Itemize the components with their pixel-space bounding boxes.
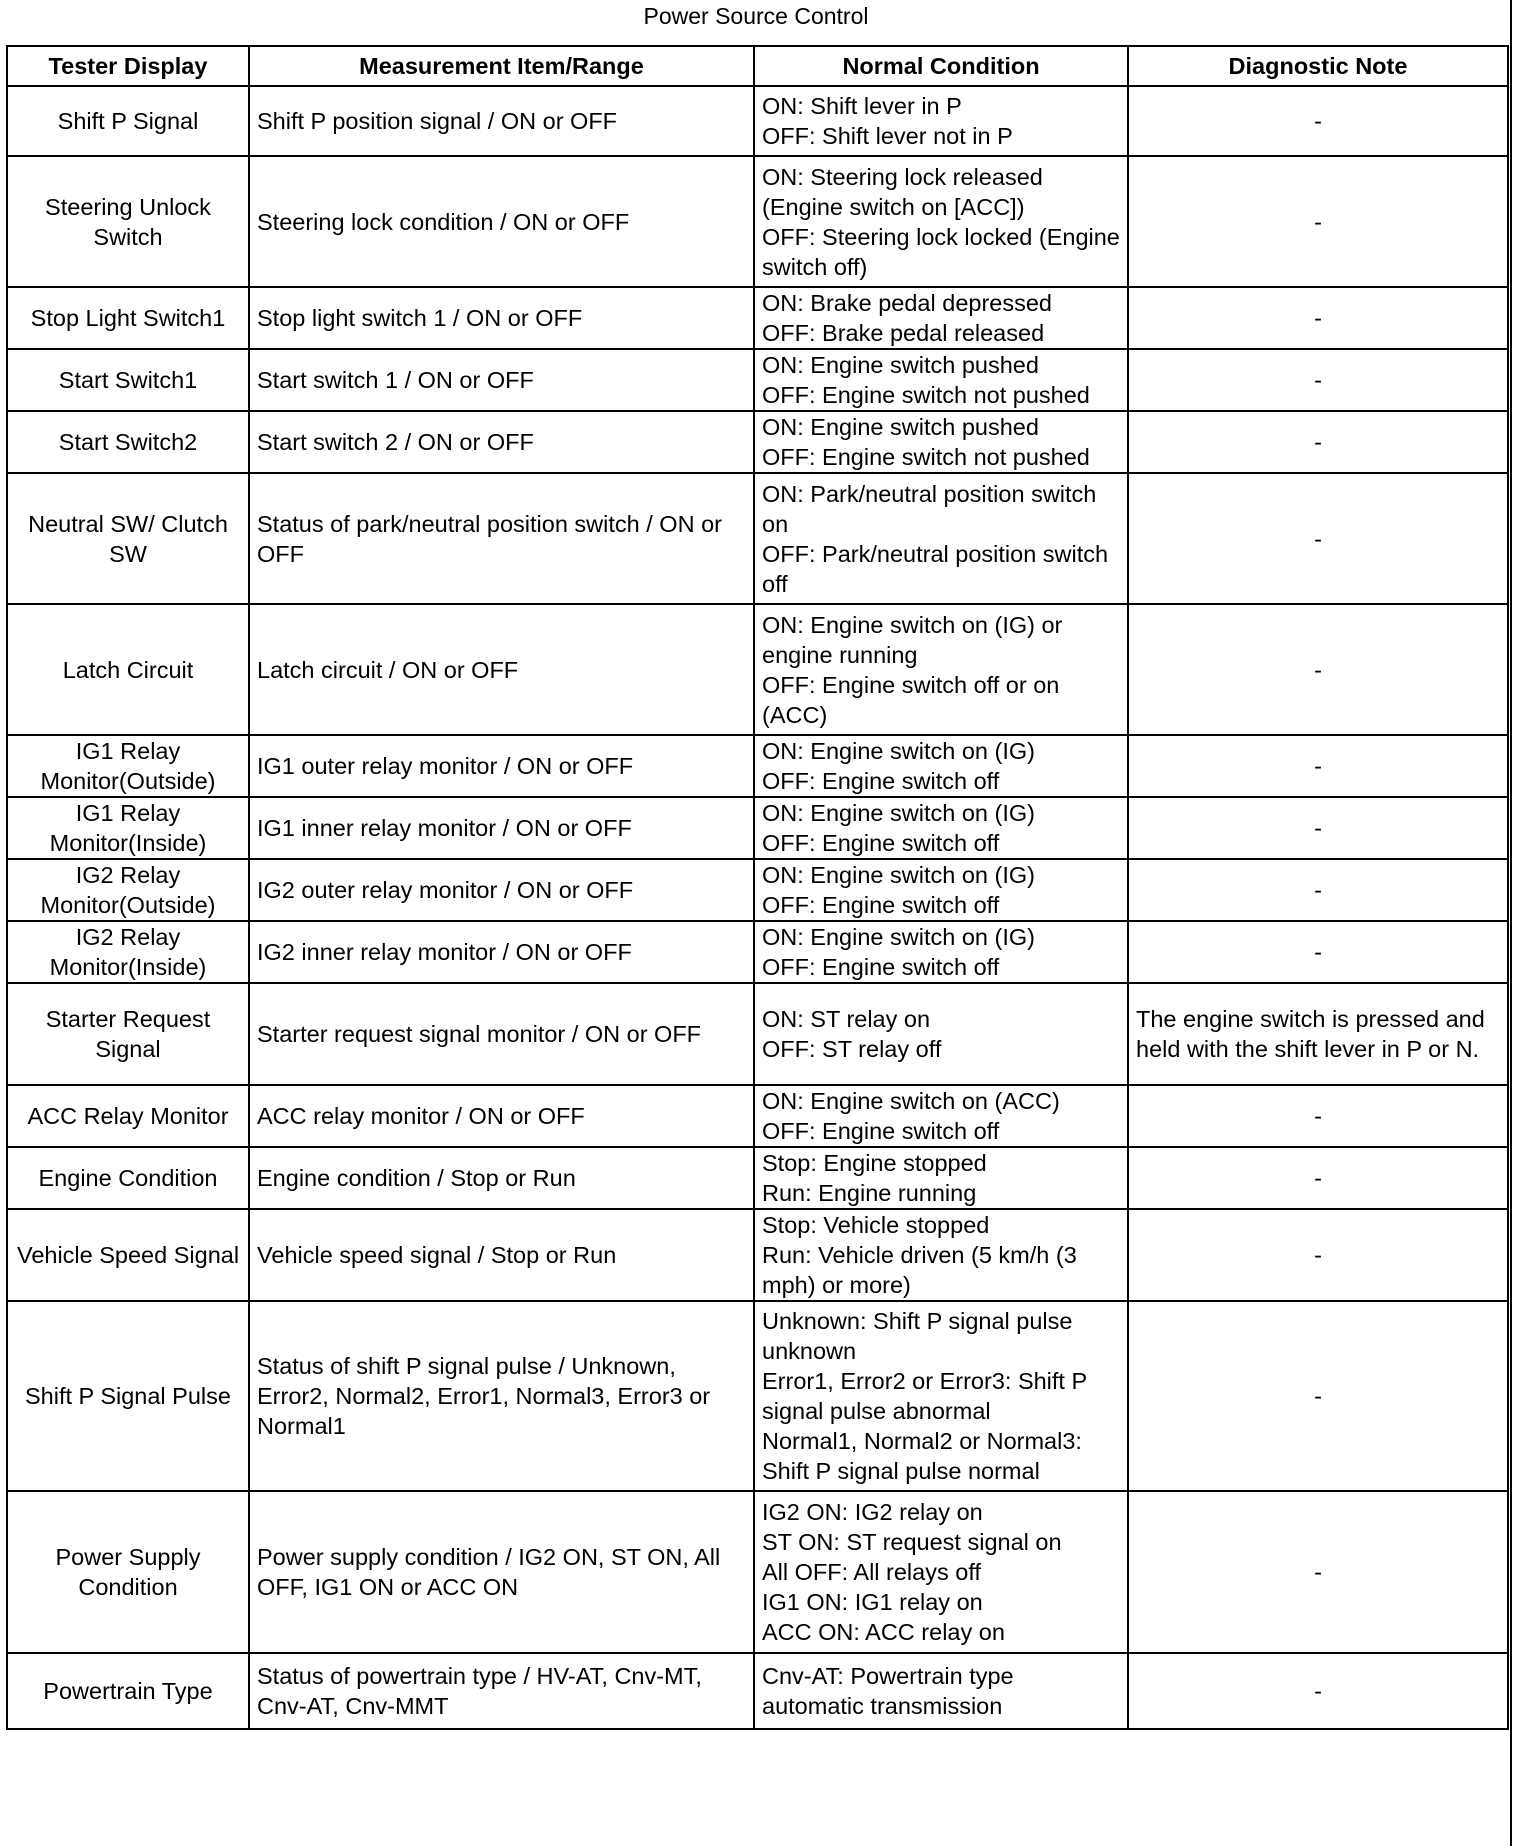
- normal-condition-cell: [754, 1085, 1128, 1147]
- normal-condition-line: ON: Engine switch on (IG): [762, 800, 1035, 826]
- normal-condition-line: All OFF: All relays off: [762, 1559, 981, 1585]
- measurement-item-cell: Latch circuit / ON or OFF: [249, 604, 754, 735]
- normal-condition-line: ON: Engine switch on (IG) or engine running: [762, 611, 1063, 668]
- tester-display-cell: Start Switch2: [7, 411, 249, 473]
- table-row: [7, 349, 1508, 411]
- diagnostic-note-cell: -: [1128, 921, 1508, 983]
- normal-condition-line: OFF: Engine switch off: [762, 768, 1000, 794]
- measurement-item-cell: Status of park/neutral position switch / ON or OFF: [249, 473, 754, 604]
- tester-display-cell: Starter Request Signal: [7, 983, 249, 1085]
- normal-condition-line: OFF: Engine switch not pushed: [762, 444, 1090, 470]
- page-right-border: [1510, 0, 1512, 1846]
- table-row: [7, 156, 1508, 287]
- tester-display-cell: Engine Condition: [7, 1147, 249, 1209]
- table-row: [7, 473, 1508, 604]
- normal-condition-line: OFF: Engine switch off: [762, 954, 1000, 980]
- measurement-item-cell: IG2 outer relay monitor / ON or OFF: [249, 859, 754, 921]
- normal-condition-line: OFF: Shift lever not in P: [762, 123, 1013, 149]
- measurement-item-cell: Starter request signal monitor / ON or OFF: [249, 983, 754, 1085]
- tester-display-cell: Powertrain Type: [7, 1653, 249, 1729]
- measurement-item-cell: Status of shift P signal pulse / Unknown, Error2, Normal2, Error1, Normal3, Error3 or Normal1: [249, 1301, 754, 1491]
- normal-condition-line: Run: Engine running: [762, 1180, 977, 1206]
- normal-condition-line: OFF: Engine switch off or on (ACC): [762, 671, 1060, 728]
- header-normal-condition: Normal Condition: [754, 46, 1128, 86]
- normal-condition-line: ON: Engine switch on (IG): [762, 738, 1035, 764]
- table-row: [7, 921, 1508, 983]
- tester-display-cell: Stop Light Switch1: [7, 287, 249, 349]
- normal-condition-cell: [754, 349, 1128, 411]
- diagnostic-note-cell: -: [1128, 156, 1508, 287]
- normal-condition-cell: [754, 983, 1128, 1085]
- normal-condition-line: OFF: Engine switch not pushed: [762, 382, 1090, 408]
- diagnostic-note-cell: -: [1128, 1085, 1508, 1147]
- measurement-item-cell: Start switch 2 / ON or OFF: [249, 411, 754, 473]
- normal-condition-cell: [754, 797, 1128, 859]
- diagnostic-note-cell: -: [1128, 604, 1508, 735]
- measurement-item-cell: Power supply condition / IG2 ON, ST ON, All OFF, IG1 ON or ACC ON: [249, 1491, 754, 1653]
- diagnostic-note-cell: -: [1128, 411, 1508, 473]
- table-row: [7, 1301, 1508, 1491]
- normal-condition-line: Stop: Engine stopped: [762, 1150, 987, 1176]
- diagnostic-note-cell: -: [1128, 473, 1508, 604]
- normal-condition-line: Error1, Error2 or Error3: Shift P signal pulse abnormal: [762, 1368, 1087, 1424]
- diagnostic-note-cell: -: [1128, 1491, 1508, 1653]
- table-row: [7, 797, 1508, 859]
- measurement-item-cell: ACC relay monitor / ON or OFF: [249, 1085, 754, 1147]
- tester-display-cell: Neutral SW/ Clutch SW: [7, 473, 249, 604]
- diagnostic-note-cell: -: [1128, 1301, 1508, 1491]
- normal-condition-line: Run: Vehicle driven (5 km/h (3 mph) or more): [762, 1242, 1077, 1298]
- table-row: [7, 735, 1508, 797]
- table-body: [7, 86, 1508, 1729]
- normal-condition-line: ON: Park/neutral position switch on: [762, 480, 1097, 537]
- tester-display-cell: Start Switch1: [7, 349, 249, 411]
- normal-condition-line: ON: Steering lock released (Engine switch on [ACC]): [762, 163, 1043, 220]
- tester-display-cell: Latch Circuit: [7, 604, 249, 735]
- normal-condition-cell: [754, 473, 1128, 604]
- normal-condition-line: OFF: Brake pedal released: [762, 320, 1045, 346]
- normal-condition-line: OFF: Engine switch off: [762, 830, 1000, 856]
- measurement-item-cell: Start switch 1 / ON or OFF: [249, 349, 754, 411]
- normal-condition-line: Unknown: Shift P signal pulse unknown: [762, 1308, 1073, 1364]
- page-title: Power Source Control: [643, 3, 869, 29]
- normal-condition-line: OFF: Park/neutral position switch off: [762, 540, 1109, 597]
- normal-condition-cell: [754, 1491, 1128, 1653]
- table-row: [7, 1491, 1508, 1653]
- diagnostic-note-cell: -: [1128, 1653, 1508, 1729]
- measurement-item-cell: Stop light switch 1 / ON or OFF: [249, 287, 754, 349]
- normal-condition-line: OFF: ST relay off: [762, 1036, 942, 1062]
- measurement-item-cell: Engine condition / Stop or Run: [249, 1147, 754, 1209]
- normal-condition-cell: [754, 1209, 1128, 1301]
- normal-condition-line: ON: Engine switch on (IG): [762, 924, 1035, 950]
- diagnostic-note-cell: -: [1128, 797, 1508, 859]
- table-row: [7, 1085, 1508, 1147]
- tester-display-cell: Shift P Signal: [7, 86, 249, 156]
- tester-display-cell: IG1 Relay Monitor(Inside): [7, 797, 249, 859]
- normal-condition-line: ON: Engine switch on (ACC): [762, 1088, 1060, 1114]
- header-tester-display: Tester Display: [7, 46, 249, 86]
- tester-display-cell: Shift P Signal Pulse: [7, 1301, 249, 1491]
- normal-condition-cell: [754, 735, 1128, 797]
- tester-display-cell: IG2 Relay Monitor(Outside): [7, 859, 249, 921]
- diagnostic-note-cell: -: [1128, 349, 1508, 411]
- measurement-item-cell: IG1 inner relay monitor / ON or OFF: [249, 797, 754, 859]
- table-row: [7, 1147, 1508, 1209]
- normal-condition-line: ON: Engine switch on (IG): [762, 862, 1035, 888]
- data-table: [6, 45, 1509, 1730]
- diagnostic-note-cell: -: [1128, 735, 1508, 797]
- header-measurement-item: Measurement Item/Range: [249, 46, 754, 86]
- normal-condition-line: OFF: Steering lock locked (Engine switch off): [762, 223, 1120, 280]
- normal-condition-line: ST ON: ST request signal on: [762, 1529, 1062, 1555]
- normal-condition-cell: [754, 1301, 1128, 1491]
- normal-condition-line: ACC ON: ACC relay on: [762, 1619, 1005, 1645]
- normal-condition-cell: [754, 411, 1128, 473]
- normal-condition-line: IG1 ON: IG1 relay on: [762, 1589, 983, 1615]
- normal-condition-line: Stop: Vehicle stopped: [762, 1212, 990, 1238]
- normal-condition-line: OFF: Engine switch off: [762, 892, 1000, 918]
- normal-condition-line: ON: Engine switch pushed: [762, 352, 1039, 378]
- normal-condition-cell: [754, 287, 1128, 349]
- measurement-item-cell: Status of powertrain type / HV-AT, Cnv-MT, Cnv-AT, Cnv-MMT: [249, 1653, 754, 1729]
- diagnostic-note-cell: -: [1128, 1209, 1508, 1301]
- table-row: [7, 1209, 1508, 1301]
- table-row: [7, 1653, 1508, 1729]
- diagnostic-note-cell: -: [1128, 1147, 1508, 1209]
- diagnostic-note-cell: -: [1128, 86, 1508, 156]
- tester-display-cell: IG2 Relay Monitor(Inside): [7, 921, 249, 983]
- normal-condition-line: Normal1, Normal2 or Normal3: Shift P signal pulse normal: [762, 1428, 1082, 1484]
- normal-condition-cell: [754, 86, 1128, 156]
- normal-condition-cell: [754, 859, 1128, 921]
- normal-condition-line: OFF: Engine switch off: [762, 1118, 1000, 1144]
- normal-condition-cell: [754, 156, 1128, 287]
- normal-condition-line: Cnv-AT: Powertrain type automatic transmission: [762, 1663, 1014, 1719]
- tester-display-cell: Power Supply Condition: [7, 1491, 249, 1653]
- table-row: [7, 859, 1508, 921]
- normal-condition-cell: [754, 1653, 1128, 1729]
- table-row: [7, 287, 1508, 349]
- normal-condition-cell: [754, 921, 1128, 983]
- measurement-item-cell: Vehicle speed signal / Stop or Run: [249, 1209, 754, 1301]
- tester-display-cell: Steering Unlock Switch: [7, 156, 249, 287]
- diagnostic-note-cell: -: [1128, 859, 1508, 921]
- normal-condition-line: ON: Brake pedal depressed: [762, 290, 1052, 316]
- tester-display-cell: ACC Relay Monitor: [7, 1085, 249, 1147]
- measurement-item-cell: IG2 inner relay monitor / ON or OFF: [249, 921, 754, 983]
- header-row: [7, 46, 1508, 86]
- diagnostic-note-cell: -: [1128, 287, 1508, 349]
- measurement-item-cell: Shift P position signal / ON or OFF: [249, 86, 754, 156]
- normal-condition-line: ON: Shift lever in P: [762, 93, 962, 119]
- normal-condition-cell: [754, 1147, 1128, 1209]
- normal-condition-line: IG2 ON: IG2 relay on: [762, 1499, 983, 1525]
- normal-condition-line: ON: Engine switch pushed: [762, 414, 1039, 440]
- measurement-item-cell: IG1 outer relay monitor / ON or OFF: [249, 735, 754, 797]
- measurement-item-cell: Steering lock condition / ON or OFF: [249, 156, 754, 287]
- table-row: [7, 983, 1508, 1085]
- normal-condition-line: ON: ST relay on: [762, 1006, 931, 1032]
- diagnostic-note-cell: The engine switch is pressed and held with the shift lever in P or N.: [1128, 983, 1508, 1085]
- table-row: [7, 411, 1508, 473]
- tester-display-cell: Vehicle Speed Signal: [7, 1209, 249, 1301]
- header-diagnostic-note: Diagnostic Note: [1128, 46, 1508, 86]
- table-row: [7, 86, 1508, 156]
- normal-condition-cell: [754, 604, 1128, 735]
- tester-display-cell: IG1 Relay Monitor(Outside): [7, 735, 249, 797]
- table-row: [7, 604, 1508, 735]
